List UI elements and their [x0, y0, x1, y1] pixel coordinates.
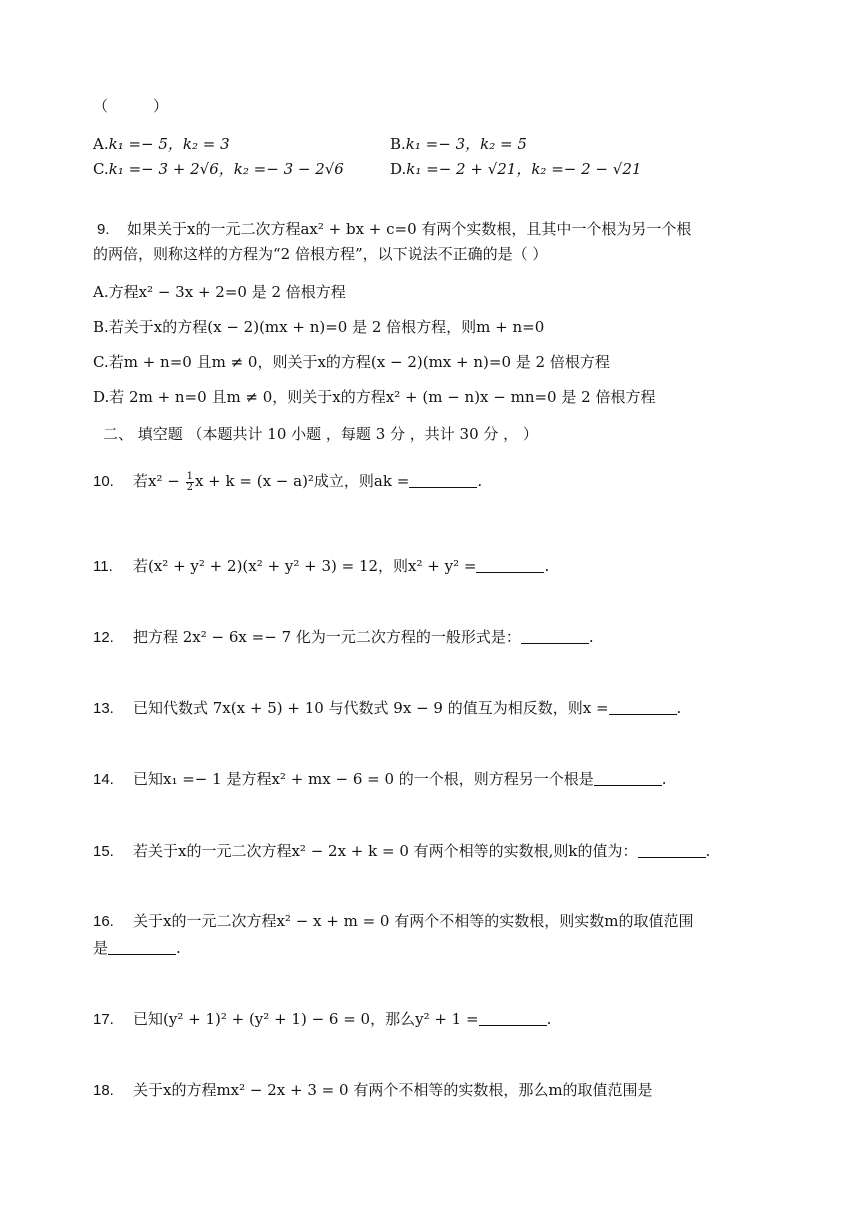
q8-option-c [93, 158, 344, 180]
question-text-cont: x + k = (x − a)²成立，则ak = [194, 472, 410, 490]
period: . [176, 939, 181, 957]
question-text: 若(x² + y² + 2)(x² + y² + 3) = 12，则x² + y² = [133, 557, 477, 575]
period: . [676, 699, 682, 717]
question-18 [93, 1079, 653, 1102]
q9-stem-line1 [97, 218, 691, 241]
option-math: k₁ =− 2 + √21，k₂ =− 2 − √21 [406, 160, 642, 178]
answer-blank[interactable] [594, 771, 662, 786]
question-text: 关于x的方程mx² − 2x + 3 = 0 有两个不相等的实数根，那么m的取值范围是 [133, 1081, 653, 1099]
question-14 [93, 768, 667, 791]
option-label: A. [93, 135, 109, 153]
period: . [477, 472, 483, 490]
q9-stem-line2: 的两倍，则称这样的方程为“2 倍根方程”，以下说法不正确的是（ ） [93, 245, 548, 263]
question-number: 13. [93, 700, 114, 717]
question-text: 已知(y² + 1)² + (y² + 1) − 6 = 0，那么y² + 1 = [133, 1010, 479, 1028]
question-number: 16. [93, 913, 114, 930]
answer-blank[interactable] [108, 940, 176, 955]
question-number: 10. [93, 473, 114, 490]
section-heading: 二、 填空题 （本题共计 10 小题 ，每题 3 分 ，共计 30 分 ， ） [103, 425, 538, 443]
fraction-numerator: 1 [186, 470, 193, 482]
question-16 [93, 910, 693, 933]
question-number: 15. [93, 843, 114, 860]
question-text: 关于x的一元二次方程x² − x + m = 0 有两个不相等的实数根，则实数m的取值范围 [133, 912, 694, 930]
answer-blank[interactable] [409, 473, 477, 488]
answer-blank[interactable] [609, 700, 677, 715]
question-text: 已知x₁ =− 1 是方程x² + mx − 6 = 0 的一个根，则方程另一个根是 [133, 770, 594, 788]
question-16-line2 [93, 937, 181, 959]
question-12 [93, 626, 594, 649]
question-11 [93, 555, 549, 578]
answer-blank[interactable] [638, 843, 706, 858]
answer-blank[interactable] [479, 1011, 547, 1026]
period: . [544, 557, 550, 575]
q8-option-d [390, 158, 641, 180]
q8-option-b [390, 133, 527, 155]
question-10 [93, 470, 482, 493]
fraction [186, 472, 194, 493]
option-label: D. [390, 160, 407, 178]
period: . [546, 1010, 552, 1028]
question-number: 11. [93, 558, 113, 575]
option-label: B. [390, 135, 406, 153]
question-text: 把方程 2x² − 6x =− 7 化为一元二次方程的一般形式是： [133, 628, 521, 646]
question-number: 18. [93, 1082, 114, 1099]
period: . [705, 842, 711, 860]
question-text: 若关于x的一元二次方程x² − 2x + k = 0 有两个相等的实数根,则k的值为： [133, 842, 638, 860]
q9-option-d: D.若 2m + n=0 且m ≠ 0，则关于x的方程x² + (m − n)x − mn=0 是 2 倍根方程 [93, 388, 656, 406]
question-text: 已知代数式 7x(x + 5) + 10 与代数式 9x − 9 的值互为相反数，则x = [133, 699, 609, 717]
answer-blank[interactable] [476, 558, 544, 573]
question-15 [93, 840, 710, 863]
answer-parentheses: （ ） [93, 97, 169, 115]
period: . [588, 628, 594, 646]
q8-option-a [93, 133, 230, 155]
question-text: 若x² − [133, 472, 185, 490]
q9-option-a: A.方程x² − 3x + 2=0 是 2 倍根方程 [93, 283, 346, 301]
question-13 [93, 697, 681, 720]
option-math: k₁ =− 3 + 2√6，k₂ =− 3 − 2√6 [108, 160, 344, 178]
question-number: 9. [97, 221, 110, 238]
question-text-cont: 是 [93, 939, 109, 957]
question-text: 如果关于x的一元二次方程ax² + bx + c=0 有两个实数根，且其中一个根为另一个根 [127, 220, 692, 238]
answer-blank[interactable] [521, 629, 589, 644]
question-17 [93, 1008, 551, 1031]
fraction-denominator: 2 [186, 481, 193, 493]
option-label: C. [93, 160, 109, 178]
question-number: 14. [93, 771, 114, 788]
question-number: 17. [93, 1011, 114, 1028]
option-math: k₁ =− 5，k₂ = 3 [108, 135, 230, 153]
q9-option-b: B.若关于x的方程(x − 2)(mx + n)=0 是 2 倍根方程，则m + n=0 [93, 318, 545, 336]
option-math: k₁ =− 3，k₂ = 5 [405, 135, 527, 153]
q9-option-c: C.若m + n=0 且m ≠ 0，则关于x的方程(x − 2)(mx + n)=0 是 2 倍根方程 [93, 353, 610, 371]
question-number: 12. [93, 629, 114, 646]
period: . [661, 770, 667, 788]
